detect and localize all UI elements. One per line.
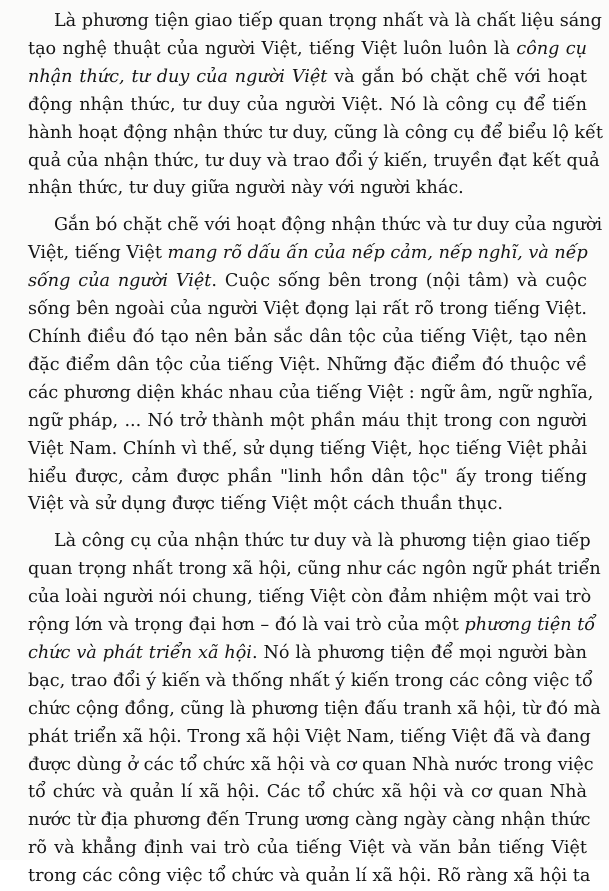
text-segment: Là phương tiện giao tiếp quan trọng nhất và là chất liệu sáng: [54, 11, 602, 31]
text-segment: các phương diện khác nhau của tiếng Việt : ngữ âm, ngữ nghĩa,: [28, 382, 594, 403]
text-line: [28, 464, 587, 492]
text-segment: trong các công việc tổ chức và quản lí xã hội. Rõ ràng xã hội ta: [28, 866, 591, 887]
text-line: [28, 584, 592, 612]
text-segment: . Cuộc sống bên trong (nội tâm) và cuộc: [211, 271, 587, 292]
italic-text: phương tiện tổ: [464, 615, 596, 636]
text-segment: Là công cụ của nhận thức tư duy và là phương tiện giao tiếp: [54, 531, 591, 552]
text-segment: quả của nhận thức, tư duy và trao đổi ý kiến, truyền đạt kết quả: [28, 150, 600, 171]
text-segment: nước từ địa phương đến Trung ương càng ngày càng nhận thức: [28, 810, 591, 831]
text-line: [28, 436, 587, 464]
text-segment: tạo nghệ thuật của người Việt, tiếng Việt luôn luôn là: [28, 38, 517, 59]
text-line: [28, 64, 587, 92]
text-segment: và gắn bó chặt chẽ với hoạt: [327, 66, 587, 87]
text-segment: sống bên ngoài của người Việt đọng lại rất rõ trong tiếng Việt.: [28, 299, 587, 320]
text-segment: của loài người nói chung, tiếng Việt còn đảm nhiệm một vai trò: [28, 587, 592, 608]
text-line: [28, 324, 587, 352]
paragraph: [28, 8, 603, 203]
italic-text: mang rõ dấu ấn của nếp cảm, nếp nghĩ, và nếp: [167, 243, 588, 264]
italic-text: công cụ: [516, 38, 587, 59]
text-line: [28, 268, 587, 296]
text-segment: Gắn bó chặt chẽ với hoạt động nhận thức và tư duy của người: [54, 215, 603, 236]
text-segment: Việt, tiếng Việt: [28, 243, 168, 264]
text-segment: ngữ pháp, ... Nó trở thành một phần máu thịt trong con người: [28, 410, 587, 431]
text-line: [28, 352, 587, 380]
text-segment: nhận thức, tư duy giữa người này với người khác.: [28, 178, 464, 199]
italic-text: chức và phát triển xã hội: [28, 642, 252, 663]
text-segment: tổ chức và quản lí xã hội. Các tổ chức xã hội và cơ quan Nhà: [28, 782, 587, 803]
text-segment: quan trọng nhất trong xã hội, cũng như các ngôn ngữ phát triển: [28, 559, 601, 580]
text-line: [28, 668, 593, 696]
text-segment: Chính điều đó tạo nên bản sắc dân tộc của tiếng Việt, tạo nên: [28, 326, 587, 347]
text-line: [28, 528, 591, 556]
text-line: [28, 92, 587, 120]
text-segment: . Nó là phương tiện để mọi người bàn: [251, 642, 588, 663]
text-line: [28, 696, 601, 724]
text-line: [28, 120, 603, 148]
text-segment: Việt và sử dụng được tiếng Việt một cách thuần thục.: [28, 494, 503, 515]
text-line: [28, 612, 596, 640]
text-segment: rõ và khẳng định vai trò của tiếng Việt và văn bản tiếng Việt: [28, 838, 587, 859]
italic-text: nhận thức, tư duy của người Việt: [28, 66, 328, 87]
text-line: [28, 724, 591, 752]
paragraph: [28, 212, 603, 519]
text-line: [28, 296, 587, 324]
text-segment: Việt Nam. Chính vì thế, sử dụng tiếng Việt, học tiếng Việt phải: [28, 438, 588, 459]
text-line: [28, 752, 594, 780]
text-segment: hành hoạt động nhận thức tư duy, cũng là công cụ để biểu lộ kết: [28, 122, 603, 143]
text-line: [28, 380, 594, 408]
text-line: [28, 148, 600, 176]
text-line: [28, 863, 591, 891]
text-segment: rộng lớn và trọng đại hơn – đó là vai trò của một: [28, 615, 465, 636]
text-line: [28, 175, 587, 203]
text-line: [28, 807, 591, 835]
text-line: [28, 556, 601, 584]
text-line: [28, 491, 587, 519]
text-segment: chức cộng đồng, cũng là phương tiện đấu tranh xã hội, từ đó mà: [28, 698, 601, 719]
italic-text: sống của người Việt: [28, 271, 212, 292]
text-segment: đặc điểm dân tộc của tiếng Việt. Những đặc điểm đó thuộc về: [28, 354, 587, 375]
text-segment: phát triển xã hội. Trong xã hội Việt Nam, tiếng Việt đã và đang: [28, 726, 591, 747]
text-line: [28, 36, 587, 64]
text-line: [28, 408, 587, 436]
text-body: [28, 8, 603, 891]
text-segment: được dùng ở các tổ chức xã hội và cơ quan Nhà nước trong việc: [28, 754, 594, 775]
text-line: [28, 8, 602, 36]
text-segment: bạc, trao đổi ý kiến và thống nhất ý kiến trong các công việc tổ: [28, 670, 593, 691]
text-line: [28, 240, 587, 268]
text-line: [28, 640, 587, 668]
text-line: [28, 779, 587, 807]
text-segment: hiểu được, cảm được phần "linh hồn dân tộc" ấy trong tiếng: [28, 466, 587, 487]
text-line: [28, 835, 587, 863]
text-segment: động nhận thức, tư duy của người Việt. Nó là công cụ để tiến: [28, 94, 587, 115]
text-line: [28, 212, 603, 240]
paragraph: [28, 528, 601, 891]
